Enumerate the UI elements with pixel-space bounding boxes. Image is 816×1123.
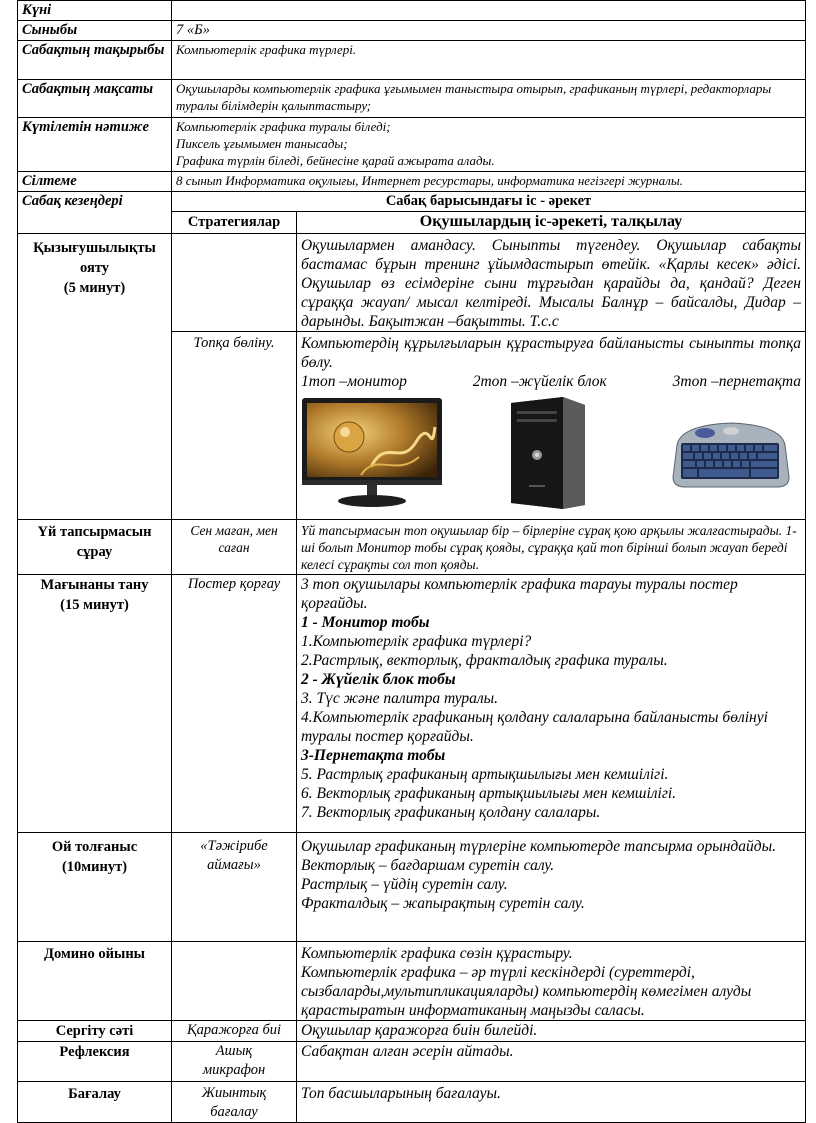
date-row	[18, 1, 806, 21]
stages-label: Сабақ кезеңдері	[18, 192, 172, 234]
warmup-activity: Оқушылар қаражорға биін билейді.	[297, 1021, 806, 1042]
lesson-plan-table	[17, 0, 806, 1123]
group-title: 2 - Жүйелік блок тобы	[301, 671, 456, 688]
reflexia-strategy	[172, 1042, 297, 1082]
meaning-item: 7. Векторлық графиканың қолдану салалары.	[301, 804, 601, 821]
reflexia-row	[18, 1042, 806, 1082]
homework-row	[18, 520, 806, 575]
stage-line: сұрау	[76, 544, 113, 560]
result-line: Компьютерлік графика туралы біледі;	[176, 119, 391, 134]
group-title: 1 - Монитор тобы	[301, 614, 430, 631]
stage-line: (5 минут)	[63, 280, 126, 296]
domino-item: Компьютерлік графика сөзін құрастыру.	[301, 945, 573, 962]
reflection-think-stage	[18, 833, 172, 942]
stage-line: (15 минут)	[60, 597, 129, 613]
homework-strategy: Сен маған, мен саған	[172, 520, 297, 575]
result-line: Пиксель ұғымымен танысады;	[176, 136, 348, 151]
homework-stage	[18, 520, 172, 575]
strategy-line: аймағы»	[207, 857, 261, 873]
interest-stage	[18, 234, 172, 520]
topic-label: Сабақтың тақырыбы	[18, 41, 172, 80]
grading-stage: Бағалау	[18, 1082, 172, 1123]
process-title: Сабақ барысындағы іс - әрекет	[172, 192, 806, 212]
activity-header: Оқушылардың іс-әрекеті, талқылау	[297, 212, 806, 234]
domino-stage: Домино ойыны	[18, 942, 172, 1021]
meaning-item: 5. Растрлық графиканың артықшылығы мен кемшілігі.	[301, 766, 669, 783]
result-row	[18, 118, 806, 172]
domino-strategy	[172, 942, 297, 1021]
strategy-line: «Тәжірибе	[200, 838, 268, 854]
think-item: Оқушылар графиканың түрлеріне компьютерде тапсырма орындайды.	[301, 838, 776, 855]
grading-activity: Топ басшыларының бағалауы.	[297, 1082, 806, 1123]
meaning-stage	[18, 575, 172, 833]
interest-activity: Оқушылармен амандасу. Сыныпты түгендеу. Оқушылар сабақты бастамас бұрын тренинг ұйымдастырып өтейік. «Қарлы кесек» әдісі. Оқушылар өз есімдеріне сыни тұрғыдан қарайды да, қандай? Деген сұраққа жауап/ мысал келтіреді. Мысалы Балнұр – байсалды, Дидар – дарынды. Бақытжан –бақытты. Т.с.с	[297, 234, 806, 332]
meaning-item: 4.Компьютерлік графиканың қолдану салаларына байланысты бөлінуі туралы постер қорғайды.	[301, 709, 768, 745]
grading-strategy	[172, 1082, 297, 1123]
meaning-intro: 3 топ оқушылары компьютерлік графика тарауы туралы постер қорғайды.	[301, 576, 738, 612]
goal-label: Сабақтың мақсаты	[18, 80, 172, 118]
meaning-item: 1.Компьютерлік графика түрлері?	[301, 633, 532, 650]
group-3: 3топ –пернетақта	[672, 373, 801, 390]
stage-line: Қызығушылықты	[33, 240, 156, 256]
result-label: Күтілетін нәтиже	[18, 118, 172, 172]
meaning-item: 2.Растрлық, векторлық, фракталдық графика туралы.	[301, 652, 668, 669]
class-row	[18, 21, 806, 41]
stage-line: ояту	[80, 260, 109, 276]
topic-value: Компьютерлік графика түрлері.	[172, 41, 806, 80]
groups-strategy: Топқа бөліну.	[172, 332, 297, 520]
group-title: 3-Пернетақта тобы	[301, 747, 446, 764]
interest-row	[18, 234, 806, 332]
strategy-line: Ашық	[215, 1043, 253, 1059]
interest-strategy	[172, 234, 297, 332]
device-pictures	[301, 397, 801, 515]
stage-line: (10минут)	[61, 859, 128, 875]
reflexia-activity: Сабақтан алған әсерін айтады.	[297, 1042, 806, 1082]
groups-activity-text: Компьютердің құрылғыларын құрастыруға байланысты сыныпты топқа бөлу.	[301, 335, 801, 371]
meaning-activity	[297, 575, 806, 833]
date-value	[172, 1, 806, 21]
reference-row	[18, 172, 806, 192]
class-label: Сыныбы	[18, 21, 172, 41]
grading-row	[18, 1082, 806, 1123]
domino-activity	[297, 942, 806, 1021]
goal-row	[18, 80, 806, 118]
homework-activity: Үй тапсырмасын топ оқушылар бір – бірлеріне сұрақ қою арқылы жалғастырады. 1-ші болып Монитор тобы сұрақ қояды, сұраққа қай топ бірінші болып жауап береді келесі сұрақты сол топ қояды.	[297, 520, 806, 575]
think-item: Растрлық – үйдің суретін салу.	[301, 876, 508, 893]
strategy-header: Стратегиялар	[172, 212, 297, 234]
lesson-plan-page	[17, 0, 805, 1123]
class-value: 7 «Б»	[172, 21, 806, 41]
strategy-line: Жиынтық	[201, 1085, 267, 1101]
strategy-line: бағалау	[210, 1104, 258, 1120]
domino-item: Компьютерлік графика – әр түрлі кескіндерді (суреттерді, сызбаларды,мультипликацияларды) компьютердің көмегімен алуды қарастыратын информатиканың маңызды саласы.	[301, 964, 752, 1019]
think-item: Векторлық – бағдаршам суретін салу.	[301, 857, 555, 874]
meaning-item: 3. Түс және палитра туралы.	[301, 690, 499, 707]
groups-list	[301, 372, 801, 391]
reflection-think-row	[18, 833, 806, 942]
reflexia-stage: Рефлексия	[18, 1042, 172, 1082]
groups-activity	[297, 332, 806, 520]
system-unit-image	[501, 395, 587, 511]
stage-line: Мағынаны тану	[40, 577, 149, 593]
result-value	[172, 118, 806, 172]
reference-label: Сілтеме	[18, 172, 172, 192]
meaning-row	[18, 575, 806, 833]
monitor-image	[301, 397, 443, 509]
keyboard-image	[671, 419, 791, 491]
meaning-strategy: Постер қорғау	[172, 575, 297, 833]
result-line: Графика түрлін біледі, бейнесіне қарай ажырата алады.	[176, 153, 495, 168]
reflection-think-strategy	[172, 833, 297, 942]
meaning-item: 6. Векторлық графиканың артықшылығы мен кемшілігі.	[301, 785, 677, 802]
warmup-strategy: Қаражорға биі	[172, 1021, 297, 1042]
warmup-stage: Сергіту сәті	[18, 1021, 172, 1042]
stage-line: Ой толғаныс	[51, 839, 138, 855]
think-item: Фракталдық – жапырақтың суретін салу.	[301, 895, 585, 912]
strategy-line: микрафон	[202, 1062, 266, 1078]
group-1: 1топ –монитор	[301, 373, 407, 390]
group-2: 2топ –жүйелік блок	[472, 373, 607, 390]
topic-row	[18, 41, 806, 80]
goal-value: Оқушыларды компьютерлік графика ұғымымен таныстыра отырып, графиканың түрлері, редакторлары туралы білімдерін қалыптастыру;	[172, 80, 806, 118]
reflection-think-activity	[297, 833, 806, 942]
stages-header-row	[18, 192, 806, 212]
stage-line: Үй тапсырмасын	[37, 524, 152, 540]
date-label: Күні	[18, 1, 172, 21]
reference-value: 8 сынып Информатика оқулығы, Интернет ресурстары, информатика негізгері журналы.	[172, 172, 806, 192]
warmup-row	[18, 1021, 806, 1042]
domino-row	[18, 942, 806, 1021]
